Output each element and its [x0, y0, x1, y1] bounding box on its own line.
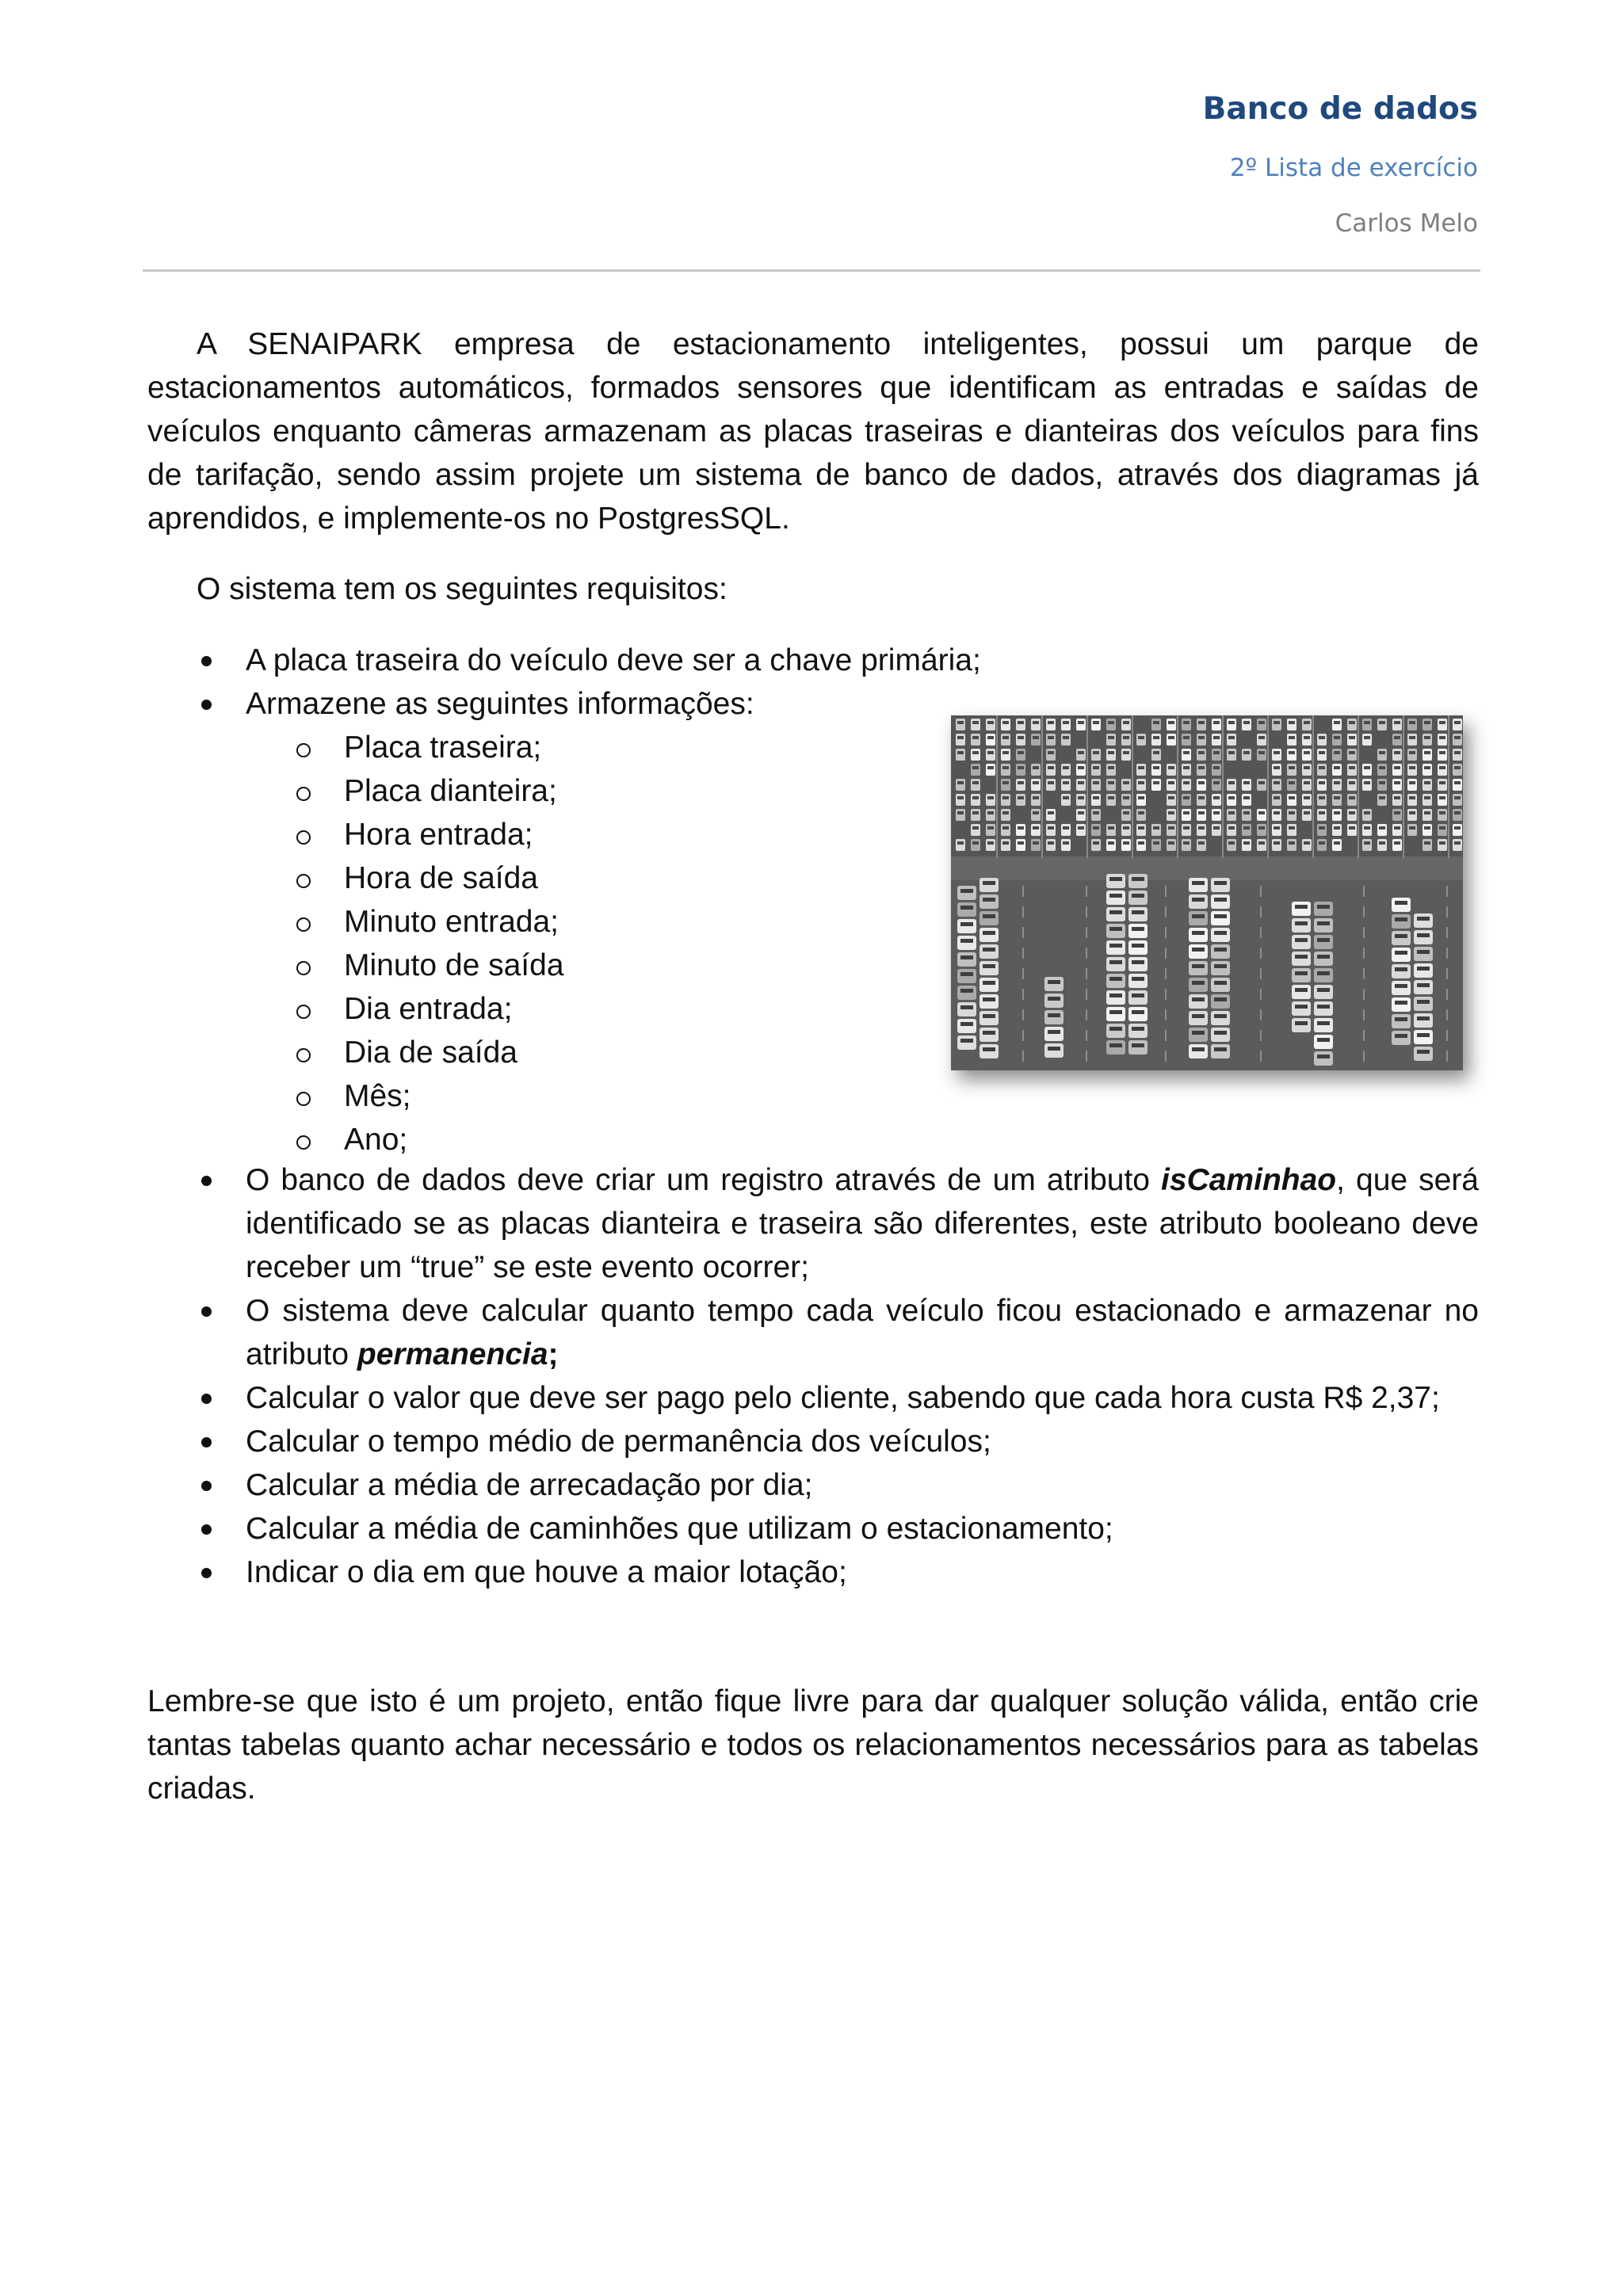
document-author: Carlos Melo [1335, 209, 1478, 238]
bullet-dot-icon [201, 1481, 212, 1491]
bullet-text: Calcular a média de arrecadação por dia; [246, 1468, 813, 1502]
intro-paragraph: A SENAIPARK empresa de estacionamento inteligentes, possui um parque de estacionamentos automáticos, formados sensores que identificam as entradas e saídas de veículos enquanto câmeras armazenam as placas traseiras e dianteiras dos veículos para fins de tarifação, sendo assim projete um sistema de banco de dados, através dos diagramas já aprendidos, e implemente-os no PostgresSQL. [147, 327, 1479, 536]
document-header [143, 93, 1478, 236]
field-item [246, 1074, 1479, 1118]
circle-bullet-icon [296, 1048, 311, 1062]
field-text: Ano; [344, 1123, 408, 1157]
bullet-text: Armazene as seguintes informações: [246, 687, 754, 721]
parking-lot-illustration [951, 715, 1463, 1070]
bullet-text: Indicar o dia em que houve a maior lotação; [246, 1555, 847, 1589]
bullet-dot-icon [201, 700, 212, 710]
bullet-average-trucks [198, 1507, 1479, 1550]
circle-bullet-icon [296, 1005, 311, 1019]
bullet-dot-icon [201, 1394, 212, 1404]
document-subtitle: 2º Lista de exercício [1229, 154, 1478, 182]
attribute-name: permanencia [357, 1337, 548, 1371]
circle-bullet-icon [296, 830, 311, 845]
bullet-average-revenue [198, 1463, 1479, 1507]
bullet-text: , que será identificado se as placas dianteira e traseira são diferentes, este atributo booleano deve receber um “true” se este evento ocorrer; [246, 1163, 1479, 1284]
circle-bullet-icon [296, 961, 311, 975]
attribute-name: isCaminhao [1161, 1163, 1337, 1197]
bullet-text: Calcular o valor que deve ser pago pelo cliente, sabendo que cada hora custa R$ 2,37; [246, 1381, 1440, 1415]
requirements-intro: O sistema tem os seguintes requisitos: [197, 572, 727, 606]
bullet-dot-icon [201, 1524, 212, 1535]
circle-bullet-icon [296, 917, 311, 932]
field-text: Dia de saída [344, 1035, 517, 1070]
field-text: Dia entrada; [344, 992, 513, 1026]
bullet-text: ; [548, 1337, 559, 1371]
circle-bullet-icon [296, 1135, 311, 1150]
bullet-dot-icon [201, 1306, 212, 1317]
bullet-text: O banco de dados deve criar um registro através de um atributo [246, 1163, 1162, 1197]
bullet-price [198, 1376, 1479, 1420]
field-text: Hora entrada; [344, 818, 533, 852]
field-text: Placa traseira; [344, 730, 542, 765]
parking-lot-photo [951, 715, 1463, 1070]
bullet-stay-attribute [198, 1289, 1479, 1376]
circle-bullet-icon [296, 1092, 311, 1106]
bullet-busiest-day [198, 1550, 1479, 1594]
document-title: Banco de dados [1202, 91, 1478, 127]
bullet-primary-key [198, 639, 1479, 682]
bullet-dot-icon [201, 1568, 212, 1578]
bullet-average-stay [198, 1420, 1479, 1463]
bullet-dot-icon [201, 656, 212, 666]
closing-paragraph: Lembre-se que isto é um projeto, então fique livre para dar qualquer solução válida, então crie tantas tabelas quanto achar necessário e todos os relacionamentos necessários para as tabelas criadas. [147, 1684, 1479, 1806]
circle-bullet-icon [296, 874, 311, 888]
field-item [246, 1118, 1479, 1161]
field-text: Minuto entrada; [344, 905, 559, 939]
bullet-text: Calcular a média de caminhões que utilizam o estacionamento; [246, 1512, 1113, 1546]
field-text: Minuto de saída [344, 948, 564, 982]
circle-bullet-icon [296, 787, 311, 801]
requirements-list-bottom [198, 1158, 1479, 1594]
bullet-text: O sistema deve calcular quanto tempo cada veículo ficou estacionado e armazenar no atributo [246, 1294, 1479, 1371]
field-text: Mês; [344, 1079, 411, 1113]
field-text: Placa dianteira; [344, 774, 557, 808]
field-text: Hora de saída [344, 861, 538, 895]
header-divider [143, 269, 1480, 272]
bullet-truck-attribute [198, 1158, 1479, 1289]
bullet-dot-icon [201, 1437, 212, 1447]
bullet-text: Calcular o tempo médio de permanência dos veículos; [246, 1425, 991, 1459]
circle-bullet-icon [296, 743, 311, 757]
bullet-text: A placa traseira do veículo deve ser a chave primária; [246, 643, 981, 677]
bullet-dot-icon [201, 1176, 212, 1186]
